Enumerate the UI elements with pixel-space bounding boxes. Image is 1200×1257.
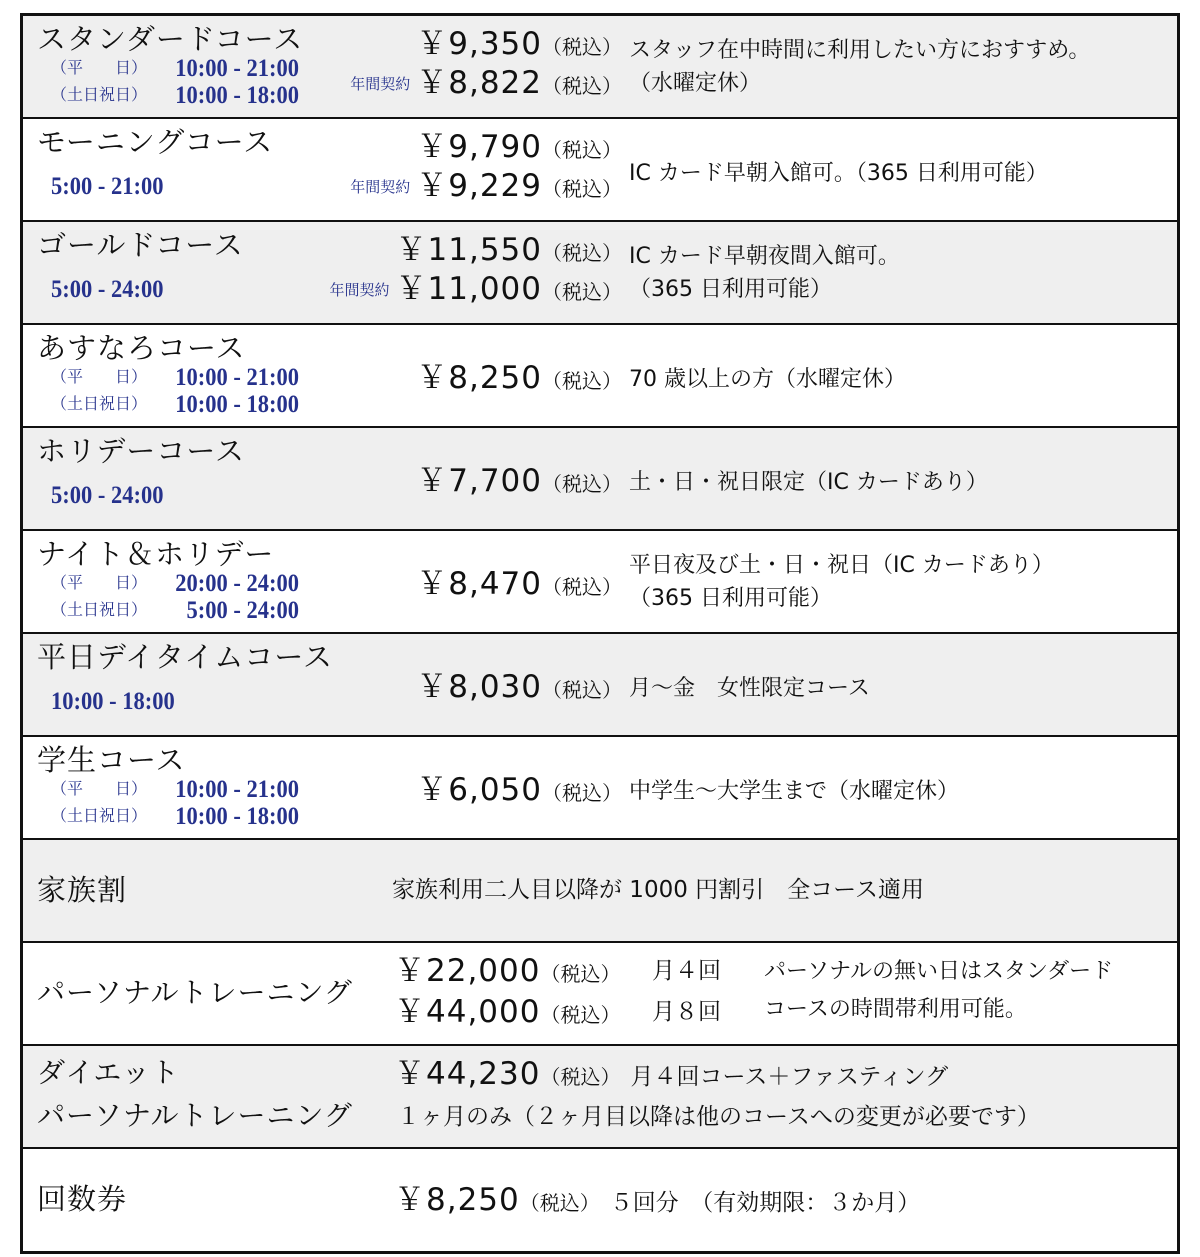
course-description: 月～金 女性限定コース (629, 676, 870, 701)
tax-included-label: （税込） (542, 781, 622, 805)
tax-included-label: （税込） (519, 1191, 600, 1215)
hours-day-label: （土日祝日） (51, 396, 148, 413)
hours-time: 10:00 - 18:00 (175, 391, 299, 418)
course-description: IC カード早朝入館可。（365 日利用可能） (629, 161, 1048, 186)
price-amount: ￥6,050 (416, 772, 542, 808)
course-name: 家族割 (37, 873, 128, 907)
tax-included-label: （税込） (540, 1003, 621, 1027)
tax-included-label: （税込） (542, 472, 622, 496)
price-amount: ￥9,350 (416, 26, 542, 62)
tax-included-label: （税込） (542, 138, 622, 162)
course-description: 70 歳以上の方（水曜定休） (629, 367, 906, 392)
course-name: あすなろコース (37, 331, 246, 365)
price-line (330, 271, 623, 312)
price-line (416, 129, 622, 170)
tax-included-label: （税込） (542, 678, 622, 702)
tax-included-label: （税込） (540, 962, 621, 986)
course-description: 土・日・祝日限定（IC カードあり） (629, 470, 988, 495)
session-count: 月４回 (652, 958, 721, 984)
tax-included-label: （税込） (542, 177, 622, 201)
hours-time: 20:00 - 24:00 (175, 570, 299, 597)
plan-description: 月４回コース＋ファスティング (630, 1064, 949, 1090)
table-row (23, 943, 1177, 1046)
tax-included-label: （税込） (542, 575, 622, 599)
hours-time: 5:00 - 24:00 (51, 276, 164, 303)
price-line (394, 994, 620, 1035)
course-name: 回数券 (37, 1182, 128, 1216)
course-name: スタンダードコース (37, 22, 304, 56)
course-name: 平日デイタイムコース (37, 640, 333, 674)
hours-time: 10:00 - 18:00 (51, 688, 175, 715)
price-amount: ￥11,000 (395, 271, 542, 307)
price-line (416, 360, 622, 401)
hours-time: 10:00 - 18:00 (175, 82, 299, 109)
price-line (416, 26, 622, 67)
annual-contract-label: 年間契約 (329, 283, 390, 299)
course-name: モーニングコース (37, 125, 274, 159)
course-description: 平日夜及び土・日・祝日（IC カードあり） (629, 553, 1054, 578)
course-description: スタッフ在中時間に利用したい方におすすめ。 (629, 38, 1091, 63)
hours-time: 10:00 - 21:00 (175, 364, 299, 391)
table-row (23, 428, 1177, 531)
tax-included-label: （税込） (542, 369, 622, 393)
hours-time: 10:00 - 21:00 (175, 55, 299, 82)
price-amount: ￥44,230 (394, 1056, 541, 1092)
price-amount: ￥8,250 (416, 360, 542, 396)
price-amount: ￥8,030 (416, 669, 542, 705)
table-row (23, 840, 1177, 943)
course-description: （365 日利用可能） (629, 586, 832, 611)
annual-contract-label: 年間契約 (350, 180, 411, 196)
price-line (396, 232, 622, 273)
hours-time: 5:00 - 24:00 (51, 482, 164, 509)
table-row (23, 1149, 1177, 1251)
tax-included-label: （税込） (542, 74, 622, 98)
price-line (350, 65, 622, 106)
price-amount: ￥22,000 (394, 953, 541, 989)
hours-day-label: （平 日） (51, 575, 148, 592)
hours-day-label: （平 日） (51, 369, 148, 386)
price-amount: ￥8,250 (394, 1182, 520, 1218)
table-row (23, 222, 1177, 325)
price-line (394, 953, 620, 994)
price-line (416, 772, 622, 813)
course-name: ゴールドコース (37, 228, 244, 262)
course-name: パーソナルトレーニング (37, 1099, 353, 1132)
price-line (416, 566, 622, 607)
course-name: ナイト＆ホリデー (37, 537, 275, 571)
table-row (23, 119, 1177, 222)
plan-note: １ヶ月のみ（２ヶ月目以降は他のコースへの変更が必要です） (397, 1104, 1040, 1130)
course-description: （365 日利用可能） (629, 277, 832, 302)
hours-day-label: （土日祝日） (51, 87, 148, 104)
tax-included-label: （税込） (542, 280, 622, 304)
tax-included-label: （税込） (542, 35, 622, 59)
hours-time: 5:00 - 24:00 (186, 597, 299, 624)
hours-day-label: （土日祝日） (51, 602, 148, 619)
price-amount: ￥9,229 (416, 168, 542, 204)
table-row (23, 634, 1177, 737)
hours-day-label: （土日祝日） (51, 808, 148, 825)
tax-included-label: （税込） (542, 241, 622, 265)
ticket-description: ５回分 （有効期限：３か月） (609, 1190, 921, 1216)
table-row (23, 325, 1177, 428)
price-amount: ￥7,700 (416, 463, 542, 499)
course-name: 学生コース (37, 743, 186, 777)
course-description: IC カード早朝夜間入館可。 (629, 244, 900, 269)
price-line (394, 1182, 920, 1223)
course-description: コースの時間帯利用可能。 (764, 997, 1027, 1022)
price-amount: ￥11,550 (395, 232, 542, 268)
tax-included-label: （税込） (540, 1065, 621, 1089)
hours-time: 10:00 - 18:00 (175, 803, 299, 830)
annual-contract-label: 年間契約 (350, 77, 411, 93)
session-count: 月８回 (652, 999, 721, 1025)
course-name: パーソナルトレーニング (37, 976, 353, 1009)
hours-day-label: （平 日） (51, 60, 148, 77)
price-line (416, 669, 622, 710)
course-description: （水曜定休） (629, 71, 762, 96)
course-name: ダイエット (37, 1056, 180, 1089)
price-amount: ￥8,470 (416, 566, 542, 602)
price-amount: ￥8,822 (416, 65, 542, 101)
price-line (416, 463, 622, 504)
hours-day-label: （平 日） (51, 781, 148, 798)
pricing-table (20, 13, 1180, 1254)
course-name: ホリデーコース (37, 434, 245, 468)
table-row (23, 1046, 1177, 1149)
table-row (23, 737, 1177, 840)
price-amount: ￥9,790 (416, 129, 542, 165)
table-row (23, 16, 1177, 119)
hours-time: 10:00 - 21:00 (175, 776, 299, 803)
discount-description: 家族利用二人目以降が 1000 円割引 全コース適用 (392, 877, 925, 903)
course-description: パーソナルの無い日はスタンダード (764, 959, 1114, 984)
price-line (394, 1056, 948, 1097)
table-row (23, 531, 1177, 634)
price-line (350, 168, 622, 209)
course-description: 中学生～大学生まで（水曜定休） (629, 779, 960, 804)
hours-time: 5:00 - 21:00 (51, 173, 164, 200)
price-amount: ￥44,000 (394, 994, 541, 1030)
